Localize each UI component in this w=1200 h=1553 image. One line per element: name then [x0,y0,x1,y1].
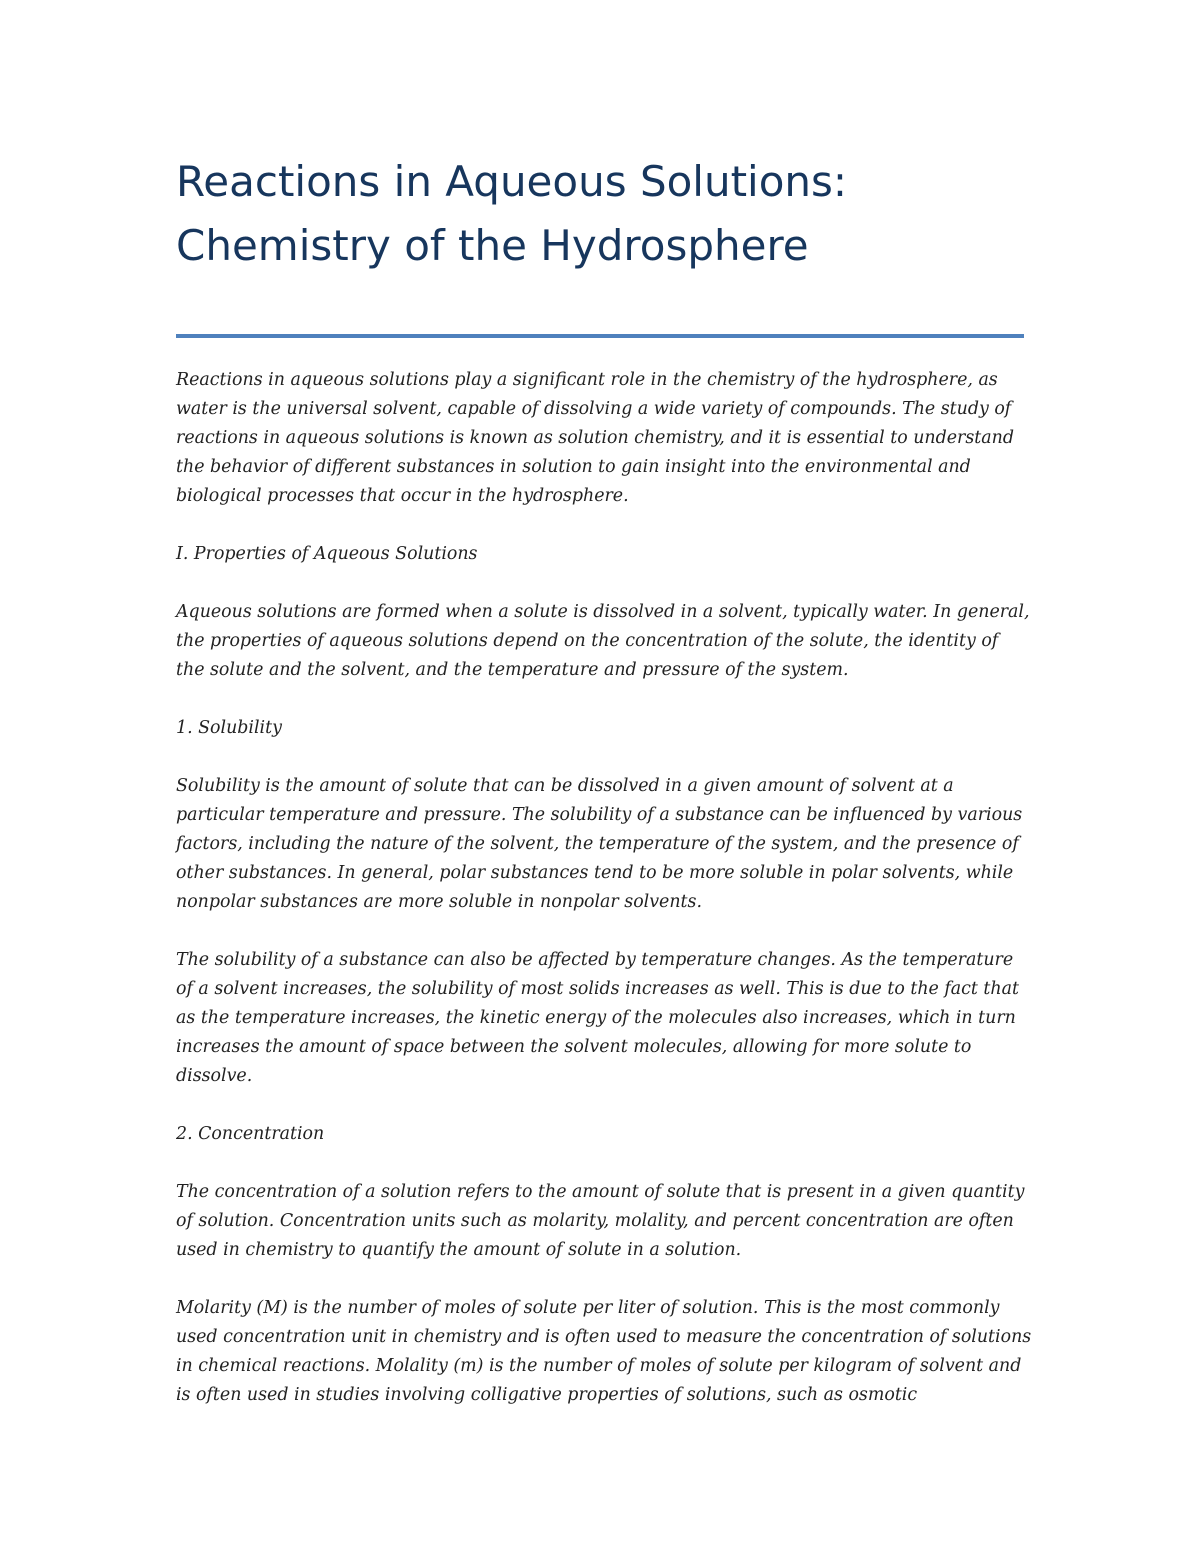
section-heading-properties: I. Properties of Aqueous Solutions [176,544,478,564]
concentration-paragraph-1: The concentration of a solution refers to the amount of solute that is present in a given quantity of solution. Concentration units such as molarity, molality, and percent concentration are often used in chemistry to quantify the amount of solute in a solution. [176,1182,1025,1260]
title-divider [176,334,1024,338]
concentration-paragraph-2: Molarity (M) is the number of moles of solute per liter of solution. This is the most commonly used concentration unit in chemistry and is often used to measure the concentration of solutions in chemical reactions. Molality (m) is the number of moles of solute per kilogram of solvent and is often used in studies involving colligative properties of solutions, such as osmotic [176,1298,1032,1405]
intro-paragraph: Reactions in aqueous solutions play a significant role in the chemistry of the hydrosphere, as water is the universal solvent, capable of dissolving a wide variety of compounds. The study of reactions in aqueous solutions is known as solution chemistry, and it is essential to understand the behavior of different substances in solution to gain insight into the environmental and biological processes that occur in the hydrosphere. [176,370,1014,506]
title-line-2: Chemistry of the Hydrosphere [176,221,809,270]
document-title [176,150,1036,278]
properties-paragraph: Aqueous solutions are formed when a solute is dissolved in a solvent, typically water. In general, the properties of aqueous solutions depend on the concentration of the solute, the identity of the solute and the solvent, and the temperature and pressure of the system. [176,602,1030,680]
document-body [176,366,1032,1439]
subsection-heading-concentration: 2. Concentration [176,1124,325,1144]
subsection-heading-solubility: 1. Solubility [176,718,282,738]
title-line-1: Reactions in Aqueous Solutions: [176,157,848,206]
solubility-paragraph-1: Solubility is the amount of solute that can be dissolved in a given amount of solvent at a particular temperature and pressure. The solubility of a substance can be influenced by various factors, including the nature of the solvent, the temperature of the system, and the presence of other substances. In general, polar substances tend to be more soluble in polar solvents, while nonpolar substances are more soluble in nonpolar solvents. [176,776,1023,912]
solubility-paragraph-2: The solubility of a substance can also be affected by temperature changes. As the temperature of a solvent increases, the solubility of most solids increases as well. This is due to the fact that as the temperature increases, the kinetic energy of the molecules also increases, which in turn increases the amount of space between the solvent molecules, allowing for more solute to dissolve. [176,950,1019,1086]
